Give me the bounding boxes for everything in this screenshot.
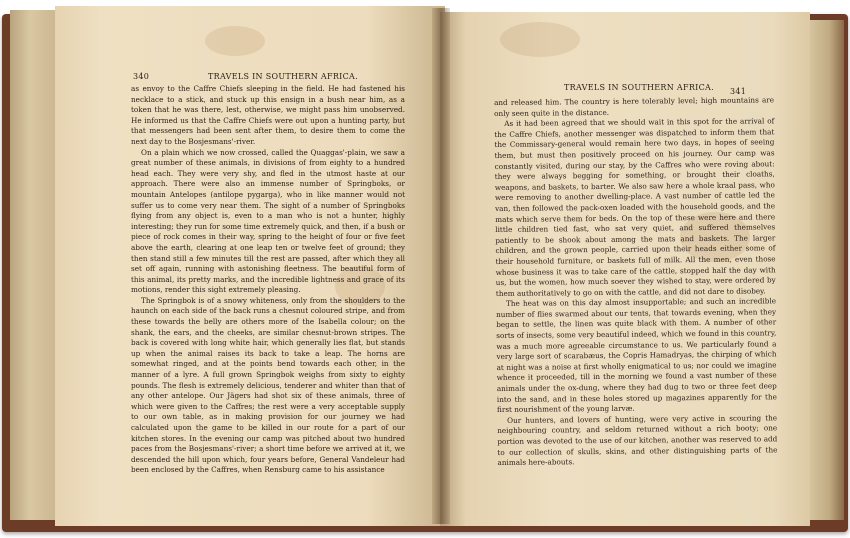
body-text [494,95,778,468]
running-head: TRAVELS IN SOUTHERN AFRICA. [208,72,358,81]
foxing-stain [500,22,580,57]
page-number: 341 [730,87,747,96]
paragraph: Our hunters, and lovers of hunting, were very active in scouring the neighbouring country, and seldom returned without a rich booty; one portion was devoted to the use of our kitchen, another was reserved to add to our collection of skulls, skins, and other distinguishing parts of the animals here-abouts. [497,413,778,468]
paragraph: The Springbok is of a snowy whiteness, only from the shoulders to the haunch on each side of the back runs a chesnut coloured stripe, and from these towards the belly are others more of the Isabella colour; on the shank, the ears, and the cheeks, are similar chesnut-brown stripes. The back is covered with long white hair, which generally lies flat, but stands up when the animal raises its back to take a leap. The horns are somewhat ringed, and at the points bend towards each other, in the manner of a lyre. A full grown Springbok weighs from sixty to eighty pounds. The flesh is extremely delicious, tenderer and whiter than that of any other antelope. Our Jägers had shot six of these animals, three of which were given to the Caffres; the rest were a very acceptable supply to our own table, as in making provision for our journey we had calculated upon the game to be killed in our route for a part of our kitchen stores. In the evening our camp was pitched about two hundred paces from the Bosjesmans'-river; a short time before we arrived at it, we descended the hill upon which, four years before, General Vandeleur had been enclosed by the Caffres, when Rensburg came to his assistance [131,295,405,475]
paragraph: On a plain which we now crossed, called the Quaggas'-plain, we saw a great number of these animals, in divisions of from eighty to a hundred head each. They were very shy, and fled in the utmost haste at our approach. There were also an immense number of Springboks, or mountain Antelopes (antilope pygarga), who in like manner would not suffer us to come very near them. The sight of a number of Springboks flying from any object is, even to a man who is not a hunter, highly interesting; they run for some time extremely quick, and then, if a bush or piece of rock comes in their way, spring to the height of four or five feet above the earth, clearing at one leap ten or twelve feet of ground; they then stand still a few minutes till the rest are passed, after which they all set off again, running with astonishing fleetness. The beautiful form of this animal, its pretty marks, and the incredible lightness and grace of its motions, render this sight extremely pleasing. [131,147,405,295]
left-page [55,6,445,526]
page-edges-right [808,20,844,520]
paragraph: and released him. The country is here tolerably level; high mountains are only seen quite in the distance. [494,95,775,118]
running-head: TRAVELS IN SOUTHERN AFRICA. [564,83,714,92]
foxing-stain [205,26,265,56]
paragraph: As it had been agreed that we should wait in this spot for the arrival of the Caffre Chiefs, another messenger was dispatched to inform them that the Commissary-general would remain here two days, in hopes of seeing them, but must then positively proceed on his journey. Our camp was constantly visited, during our stay, by the Caffres who were roving about: they were always begging for something, or brought their cloaths, weapons, and baskets, to barter. We also saw here a whole kraal pass, who were removing to another dwelling-place. A vast number of cattle led the van, then followed the pack-oxen loaded with the household goods, and the mats which serve them for beds. On the top of these were here and there little children tied fast, who sat very quiet, and suffered themselves patiently to be shook about among the mats and baskets. The larger children, and the grown people, carried upon their heads either some of their household furniture, or baskets full of milk. All the men, even those whose business it was to take care of the cattle, stopped half the day with us, but the women, how much soever they wished to stay, were ordered by them authoritatively to go on with the cattle, and did not dare to disobey. [494,116,776,298]
paragraph: The heat was on this day almost insupportable; and such an incredible number of flies swarmed about our tents, that towards evening, when they began to settle, the linen was quite black with them. A number of other sorts of insects, some very beautiful indeed, which we found in this country, was a much more agreeable circumstance to us. We particularly found a very large sort of scarabæus, the Copris Hamadryas, the chirping of which at night was a noise at first wholly enigmatical to us; nor could we imagine whence it proceeded, till in the morning we found a vast number of these animals under the ox-dung, where they had dug to two or three feet deep into the sand, and in these holes stored up magazines apparently for the first nourishment of the young larvæ. [496,296,777,415]
right-page [440,12,810,526]
body-text [131,84,405,476]
paragraph: as envoy to the Caffre Chiefs sleeping in the field. He had fastened his necklace to a stick, and stuck up this ensign in a bush near him, as a token that he was there, lest, otherwise, we might pass him unobserved. He informed us that the Caffre Chiefs were out upon a hunting party, but that messengers had been sent after them, to desire them to come the next day to the Bosjesmans'-river. [131,84,405,146]
page-number: 340 [133,72,150,81]
page-edges-left [10,10,60,520]
book-gutter [432,8,450,524]
